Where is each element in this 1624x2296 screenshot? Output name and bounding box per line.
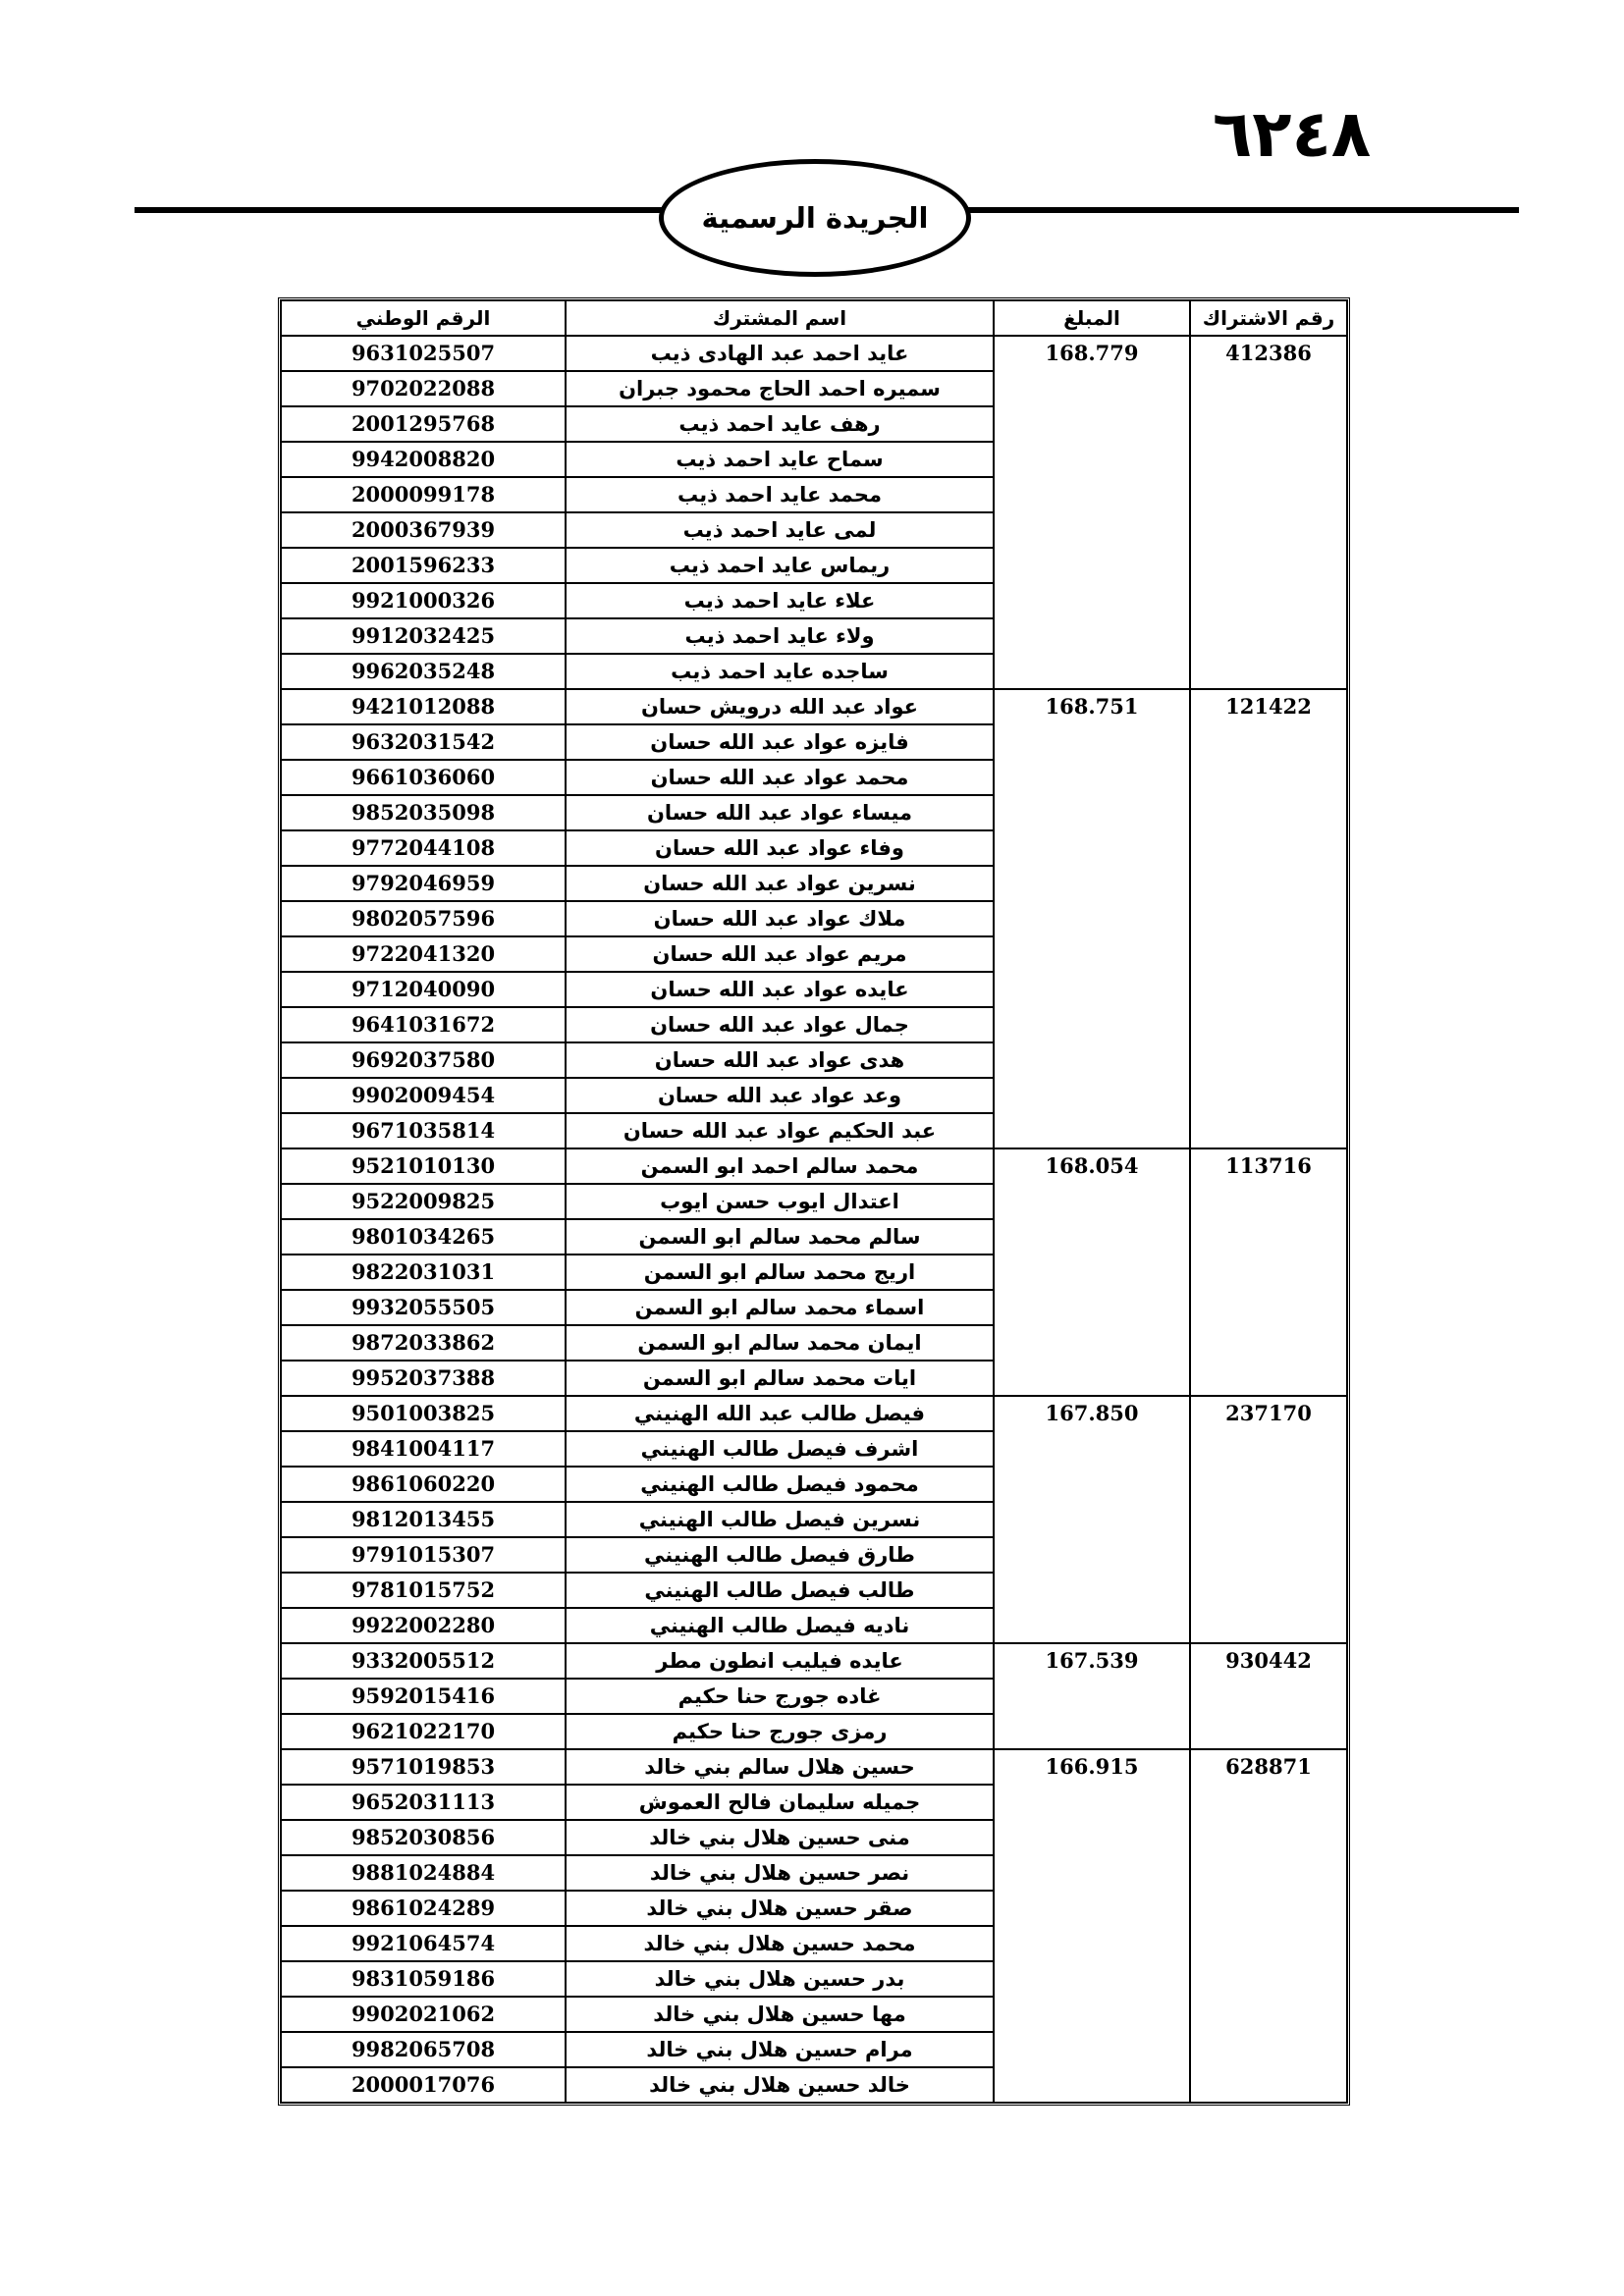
national-id: 9872033862: [281, 1325, 566, 1361]
column-header-national-id: الرقم الوطني: [281, 300, 566, 336]
subscription-cell: [1190, 1643, 1347, 1749]
subscriber-name: نسرين عواد عبد الله حسان: [566, 866, 994, 901]
national-id: 2001295768: [281, 406, 566, 442]
subscriber-name: اريج محمد سالم ابو السمن: [566, 1255, 994, 1290]
subscriber-name: خالد حسين هلال بني خالد: [566, 2067, 994, 2103]
national-id: 9332005512: [281, 1643, 566, 1679]
national-id: 9962035248: [281, 654, 566, 689]
national-id: 9942008820: [281, 442, 566, 477]
subscriber-name: جميله سليمان فالح العموش: [566, 1785, 994, 1820]
national-id: 9852030856: [281, 1820, 566, 1855]
subscriber-name: ايات محمد سالم ابو السمن: [566, 1361, 994, 1396]
national-id: 9812013455: [281, 1502, 566, 1537]
subscription-cell: [1190, 689, 1347, 1148]
table-header-row: [281, 300, 1347, 336]
subscriber-name: ولاء عايد احمد ذيب: [566, 618, 994, 654]
subscriber-name: سماح عايد احمد ذيب: [566, 442, 994, 477]
gazette-title: الجريدة الرسمية: [701, 201, 929, 235]
national-id: 2000017076: [281, 2067, 566, 2103]
national-id: 9982065708: [281, 2032, 566, 2067]
subscriber-name: عايده عواد عبد الله حسان: [566, 972, 994, 1007]
national-id: 9652031113: [281, 1785, 566, 1820]
subscription-number: 628871: [1225, 1754, 1312, 1779]
amount-cell: [994, 336, 1190, 689]
amount-value: 168.751: [1045, 694, 1139, 719]
subscriber-name: ساجده عايد احمد ذيب: [566, 654, 994, 689]
subscribers-table: [278, 297, 1350, 2106]
national-id: 9881024884: [281, 1855, 566, 1891]
national-id: 9822031031: [281, 1255, 566, 1290]
amount-value: 168.779: [1045, 341, 1139, 365]
subscriber-name: محمد عواد عبد الله حسان: [566, 760, 994, 795]
subscriber-name: ناديه فيصل طالب الهنيني: [566, 1608, 994, 1643]
subscriber-name: محمد سالم احمد ابو السمن: [566, 1148, 994, 1184]
subscriber-name: طالب فيصل طالب الهنيني: [566, 1573, 994, 1608]
amount-cell: [994, 1396, 1190, 1643]
national-id: 9831059186: [281, 1961, 566, 1997]
subscriber-name: وفاء عواد عبد الله حسان: [566, 830, 994, 866]
table-row: [281, 1643, 1347, 1679]
subscriber-name: هدى عواد عبد الله حسان: [566, 1042, 994, 1078]
subscriber-name: وعد عواد عبد الله حسان: [566, 1078, 994, 1113]
subscriber-name: رهف عايد احمد ذيب: [566, 406, 994, 442]
national-id: 9631025507: [281, 336, 566, 371]
national-id: 9421012088: [281, 689, 566, 724]
column-header-name: اسم المشترك: [566, 300, 994, 336]
subscriber-name: مريم عواد عبد الله حسان: [566, 936, 994, 972]
subscriber-name: ريماس عايد احمد ذيب: [566, 548, 994, 583]
subscription-number: 930442: [1225, 1648, 1312, 1673]
subscriber-name: ايمان محمد سالم ابو السمن: [566, 1325, 994, 1361]
subscriber-name: محمود فيصل طالب الهنيني: [566, 1467, 994, 1502]
national-id: 9792046959: [281, 866, 566, 901]
national-id: 9501003825: [281, 1396, 566, 1431]
subscriber-name: عواد عبد الله درويش حسان: [566, 689, 994, 724]
subscriber-name: محمد حسين هلال بني خالد: [566, 1926, 994, 1961]
subscriber-name: مرام حسين هلال بني خالد: [566, 2032, 994, 2067]
amount-value: 167.539: [1045, 1648, 1139, 1673]
subscription-cell: [1190, 1749, 1347, 2103]
subscriber-name: فايزه عواد عبد الله حسان: [566, 724, 994, 760]
subscriber-name: اشرف فيصل طالب الهنيني: [566, 1431, 994, 1467]
subscription-cell: [1190, 1148, 1347, 1396]
amount-value: 167.850: [1045, 1401, 1139, 1425]
amount-cell: [994, 1749, 1190, 2103]
national-id: 2000099178: [281, 477, 566, 512]
table-row: [281, 689, 1347, 724]
table-row: [281, 336, 1347, 371]
national-id: 9661036060: [281, 760, 566, 795]
national-id: 9802057596: [281, 901, 566, 936]
national-id: 9671035814: [281, 1113, 566, 1148]
table-row: [281, 1749, 1347, 1785]
subscriber-name: حسين هلال سالم بني خالد: [566, 1749, 994, 1785]
subscription-cell: [1190, 336, 1347, 689]
national-id: 2000367939: [281, 512, 566, 548]
column-header-subscription: رقم الاشتراك: [1190, 300, 1347, 336]
national-id: 9712040090: [281, 972, 566, 1007]
national-id: 9641031672: [281, 1007, 566, 1042]
national-id: 9921064574: [281, 1926, 566, 1961]
column-header-amount: المبلغ: [994, 300, 1190, 336]
national-id: 9861060220: [281, 1467, 566, 1502]
national-id: 9521010130: [281, 1148, 566, 1184]
amount-value: 166.915: [1045, 1754, 1139, 1779]
national-id: 9921000326: [281, 583, 566, 618]
amount-cell: [994, 689, 1190, 1148]
subscriber-name: نصر حسين هلال بني خالد: [566, 1855, 994, 1891]
subscriber-name: عبد الحكيم عواد عبد الله حسان: [566, 1113, 994, 1148]
amount-cell: [994, 1643, 1190, 1749]
amount-cell: [994, 1148, 1190, 1396]
national-id: 9621022170: [281, 1714, 566, 1749]
subscriber-name: مها حسين هلال بني خالد: [566, 1997, 994, 2032]
subscriber-name: اسماء محمد سالم ابو السمن: [566, 1290, 994, 1325]
subscription-cell: [1190, 1396, 1347, 1643]
national-id: 9592015416: [281, 1679, 566, 1714]
national-id: 9932055505: [281, 1290, 566, 1325]
national-id: 9772044108: [281, 830, 566, 866]
subscriber-name: نسرين فيصل طالب الهنيني: [566, 1502, 994, 1537]
subscriber-name: سميره احمد الحاج محمود جبران: [566, 371, 994, 406]
subscriber-name: غاده جورج حنا حكيم: [566, 1679, 994, 1714]
table-body: [281, 336, 1347, 2103]
national-id: 9902009454: [281, 1078, 566, 1113]
national-id: 9791015307: [281, 1537, 566, 1573]
amount-value: 168.054: [1045, 1153, 1139, 1178]
national-id: 9841004117: [281, 1431, 566, 1467]
table-row: [281, 1148, 1347, 1184]
page-number: ٦٢٤٨: [1213, 96, 1372, 172]
subscription-number: 237170: [1225, 1401, 1312, 1425]
national-id: 9912032425: [281, 618, 566, 654]
national-id: 9922002280: [281, 1608, 566, 1643]
subscriber-name: جمال عواد عبد الله حسان: [566, 1007, 994, 1042]
subscriber-name: فيصل طالب عبد الله الهنيني: [566, 1396, 994, 1431]
national-id: 9702022088: [281, 371, 566, 406]
national-id: 9632031542: [281, 724, 566, 760]
subscriber-name: عايد احمد عبد الهادى ذيب: [566, 336, 994, 371]
national-id: 2001596233: [281, 548, 566, 583]
national-id: 9571019853: [281, 1749, 566, 1785]
subscriber-name: ملاك عواد عبد الله حسان: [566, 901, 994, 936]
national-id: 9952037388: [281, 1361, 566, 1396]
subscriber-name: اعتدال ايوب حسن ايوب: [566, 1184, 994, 1219]
subscription-number: 412386: [1225, 341, 1312, 365]
gazette-title-oval: [659, 159, 971, 277]
national-id: 9692037580: [281, 1042, 566, 1078]
national-id: 9902021062: [281, 1997, 566, 2032]
subscriber-name: رمزى جورج حنا حكيم: [566, 1714, 994, 1749]
subscriber-name: سالم محمد سالم ابو السمن: [566, 1219, 994, 1255]
subscriber-name: منى حسين هلال بني خالد: [566, 1820, 994, 1855]
subscriber-name: طارق فيصل طالب الهنيني: [566, 1537, 994, 1573]
national-id: 9801034265: [281, 1219, 566, 1255]
subscriber-name: صقر حسين هلال بني خالد: [566, 1891, 994, 1926]
subscriber-name: ميساء عواد عبد الله حسان: [566, 795, 994, 830]
national-id: 9722041320: [281, 936, 566, 972]
subscription-number: 113716: [1225, 1153, 1312, 1178]
table-row: [281, 1396, 1347, 1431]
subscriber-name: علاء عايد احمد ذيب: [566, 583, 994, 618]
national-id: 9852035098: [281, 795, 566, 830]
national-id: 9861024289: [281, 1891, 566, 1926]
subscriber-name: عايده فيليب انطون مطر: [566, 1643, 994, 1679]
national-id: 9522009825: [281, 1184, 566, 1219]
subscriber-name: لمى عايد احمد ذيب: [566, 512, 994, 548]
subscriber-name: محمد عايد احمد ذيب: [566, 477, 994, 512]
subscriber-name: بدر حسين هلال بني خالد: [566, 1961, 994, 1997]
subscription-number: 121422: [1225, 694, 1312, 719]
national-id: 9781015752: [281, 1573, 566, 1608]
